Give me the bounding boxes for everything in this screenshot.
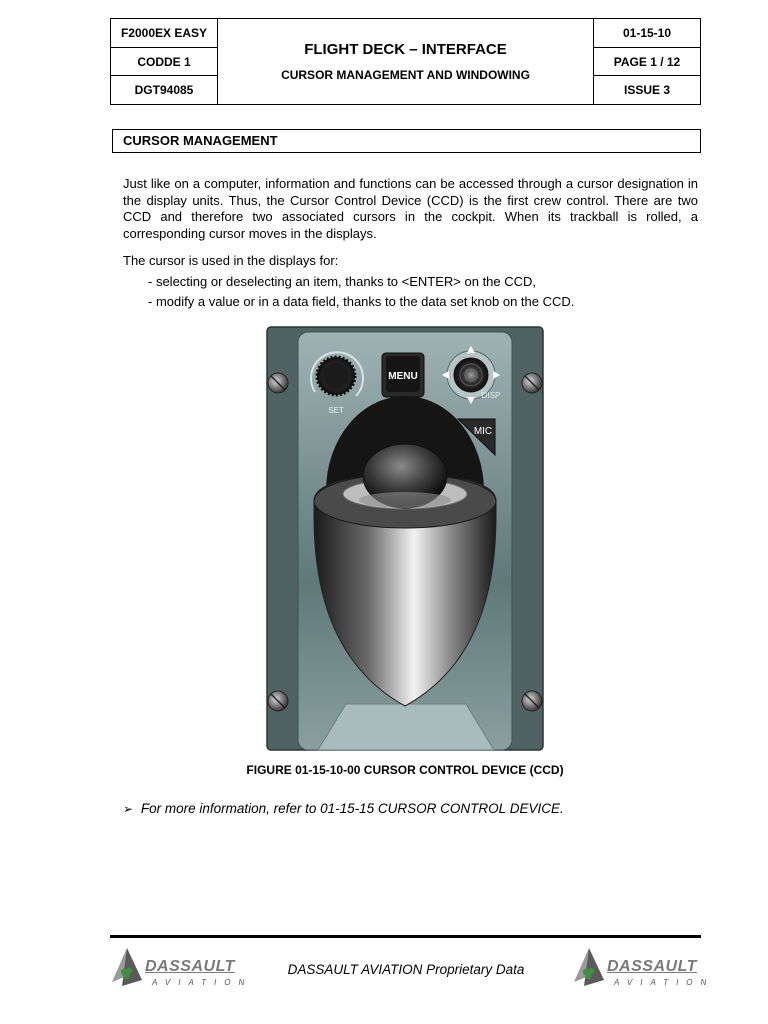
- menu-label: MENU: [388, 371, 418, 382]
- page-number: PAGE 1 / 12: [594, 48, 700, 77]
- list-item: - modify a value or in a data field, thanks to the data set knob on the CCD.: [148, 292, 574, 312]
- aircraft-type: F2000EX EASY: [111, 19, 217, 48]
- figure-caption: FIGURE 01-15-10-00 CURSOR CONTROL DEVICE (CCD): [246, 763, 564, 777]
- dassault-emblem-icon: [572, 946, 606, 990]
- footer-proprietary-text: DASSAULT AVIATION Proprietary Data: [287, 962, 525, 977]
- logo-wordmark: DASSAULT: [607, 958, 697, 975]
- chapter-ref: 01-15-10: [594, 19, 700, 48]
- screw-bottom-left: [268, 691, 288, 711]
- ccd-bottom-recess: [318, 704, 494, 750]
- issue-number: ISSUE 3: [623, 83, 671, 98]
- logo-subtitle: AVIATION: [614, 978, 715, 987]
- footer-rule: [110, 935, 701, 938]
- ccd-figure: [266, 326, 544, 751]
- list-item: - selecting or deselecting an item, thanks to <ENTER> on the CCD,: [148, 272, 574, 292]
- mic-label: MIC: [473, 426, 493, 437]
- header-left-column: [111, 19, 218, 104]
- codde-ref: CODDE 1: [111, 48, 217, 77]
- dassault-logo-right: [572, 946, 715, 990]
- disp-label: DISP: [481, 391, 501, 400]
- logo-subtitle: AVIATION: [152, 978, 253, 987]
- screw-top-right: [522, 373, 542, 393]
- usage-paragraph: The cursor is used in the displays for:: [123, 253, 339, 268]
- logo-wordmark: DASSAULT: [145, 958, 235, 975]
- page-subtitle: CURSOR MANAGEMENT AND WINDOWING: [281, 68, 530, 82]
- screw-bottom-right: [522, 691, 542, 711]
- usage-list: [148, 272, 574, 312]
- header-right-column: [593, 19, 700, 104]
- arrow-icon: ➢: [123, 802, 134, 816]
- set-label: SET: [328, 406, 344, 415]
- intro-paragraph: Just like on a computer, information and functions can be accessed through a cursor designation in the display units. Thus, the Cursor Control Device (CCD) is the first crew control. There are two CCD and therefore two associated cursors in the cockpit. When its trackball is rolled, a corresponding cursor moves in the displays.: [123, 176, 698, 241]
- document-header: [110, 18, 701, 105]
- reference-link[interactable]: For more information, refer to 01-15-15 CURSOR CONTROL DEVICE.: [140, 801, 564, 816]
- page-title: FLIGHT DECK – INTERFACE: [304, 41, 507, 58]
- screw-top-left: [268, 373, 288, 393]
- section-heading: CURSOR MANAGEMENT: [112, 129, 701, 153]
- doc-number: DGT94085: [134, 83, 194, 98]
- header-center: [218, 19, 593, 104]
- ccd-illustration: [266, 326, 544, 751]
- reference-note: [123, 801, 564, 816]
